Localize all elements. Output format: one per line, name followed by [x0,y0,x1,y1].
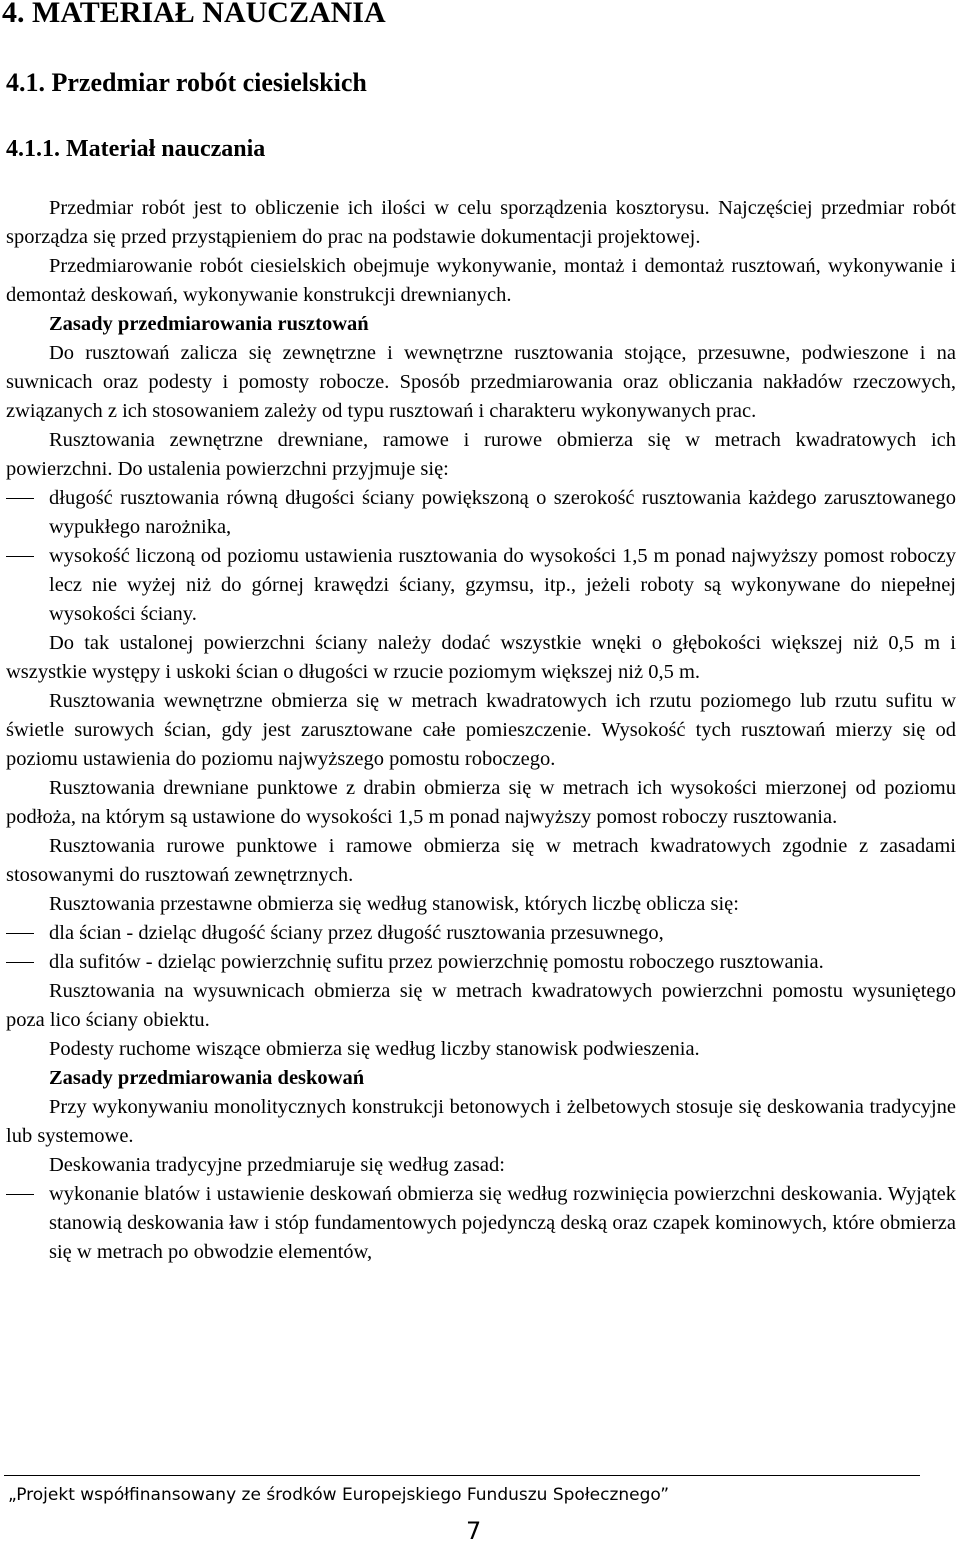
paragraph: Przy wykonywaniu monolitycznych konstrukcji betonowych i żelbetowych stosuje się deskowania tradycyjne lub systemowe. [6,1096,956,1147]
section-heading: 4.1. Przedmiar robót ciesielskich [6,68,367,97]
paragraph: Rusztowania na wysuwnicach obmierza się w metrach kwadratowych powierzchni pomostu wysuniętego poza lico ściany obiektu. [6,980,956,1031]
list-item-text: dla ścian - dzieląc długość ściany przez długość rusztowania przesuwnego, [49,922,664,944]
subheading-formwork: Zasady przedmiarowania deskowań [49,1067,365,1089]
footer-divider [4,1475,920,1476]
list-item [6,484,956,542]
subsection-heading: 4.1.1. Materiał nauczania [6,136,266,162]
paragraph: Do tak ustalonej powierzchni ściany należy dodać wszystkie wnęki o głębokości większej niż 0,5 m i wszystkie występy i uskoki ścian o długości w rzucie poziomym większej niż 0,5 m. [6,632,956,683]
paragraph: Przedmiar robót jest to obliczenie ich ilości w celu sporządzenia kosztorysu. Najczęściej przedmiar robót sporządza się przed przystąpieniem do prac na podstawie dokumentacji projektowej. [6,197,956,248]
footer-text: „Projekt współfinansowany ze środków Europejskiego Funduszu Społecznego” [8,1485,670,1505]
dash-bullet-icon [6,556,34,557]
paragraph: Podesty ruchome wiszące obmierza się według liczby stanowisk podwieszenia. [49,1038,700,1060]
paragraph: Deskowania tradycyjne przedmiaruje się według zasad: [49,1154,505,1176]
page-number: 7 [466,1517,482,1545]
paragraph: Przedmiarowanie robót ciesielskich obejmuje wykonywanie, montaż i demontaż rusztowań, wykonywanie i demontaż deskowań, wykonywanie konstrukcji drewnianych. [6,255,956,306]
paragraph: Rusztowania zewnętrzne drewniane, ramowe i rurowe obmierza się w metrach kwadratowych ich powierzchni. Do ustalenia powierzchni przyjmuje się: [6,429,956,480]
chapter-heading: 4. MATERIAŁ NAUCZANIA [2,0,386,29]
list-item [6,919,956,948]
dash-bullet-icon [6,962,34,963]
list-item-text: dla sufitów - dzieląc powierzchnię sufitu przez powierzchnię pomostu roboczego rusztowania. [49,951,824,973]
dash-bullet-icon [6,933,34,934]
paragraph: Do rusztowań zalicza się zewnętrzne i wewnętrzne rusztowania stojące, przesuwne, podwieszone i na suwnicach oraz podesty i pomosty robocze. Sposób przedmiarowania oraz obliczania nakładów rzeczowych, związanych z ich stosowaniem zależy od typu rusztowań i charakteru wykonywanych prac. [6,342,956,422]
list-item-text: długość rusztowania równą długości ściany powiększoną o szerokość rusztowania każdego zarusztowanego wypukłego narożnika, [49,487,956,538]
document-body [6,194,956,1267]
list-item-text: wykonanie blatów i ustawienie deskowań obmierza się według rozwinięcia powierzchni deskowania. Wyjątek stanowią deskowania ław i stóp fundamentowych pojedynczą deską oraz czapek kominowych, które obmierza się w metrach po obwodzie elementów, [49,1183,956,1263]
dash-bullet-icon [6,498,34,499]
paragraph: Rusztowania drewniane punktowe z drabin obmierza się w metrach ich wysokości mierzonej od poziomu podłoża, na którym są ustawione do wysokości 1,5 m ponad najwyższy pomost roboczy rusztowania. [6,777,956,828]
paragraph: Rusztowania wewnętrzne obmierza się w metrach kwadratowych ich rzutu poziomego lub rzutu sufitu w świetle surowych ścian, gdy jest zarusztowane całe pomieszczenie. Wysokość tych rusztowań mierzy się od poziomu ustawienia do poziomu najwyższego pomostu roboczego. [6,690,956,770]
list-item [6,948,956,977]
dash-bullet-icon [6,1194,34,1195]
list-item [6,542,956,629]
list-item-text: wysokość liczoną od poziomu ustawienia rusztowania do wysokości 1,5 m ponad najwyższy pomost roboczy lecz nie wyżej niż do górnej krawędzi ściany, gzymsu, itp., jeżeli roboty są wykonywane do niepełnej wysokości ściany. [49,545,956,625]
subheading-scaffolding: Zasady przedmiarowania rusztowań [49,313,369,335]
paragraph: Rusztowania rurowe punktowe i ramowe obmierza się w metrach kwadratowych zgodnie z zasadami stosowanymi do rusztowań zewnętrznych. [6,835,956,886]
list-item [6,1180,956,1267]
paragraph: Rusztowania przestawne obmierza się według stanowisk, których liczbę oblicza się: [49,893,739,915]
